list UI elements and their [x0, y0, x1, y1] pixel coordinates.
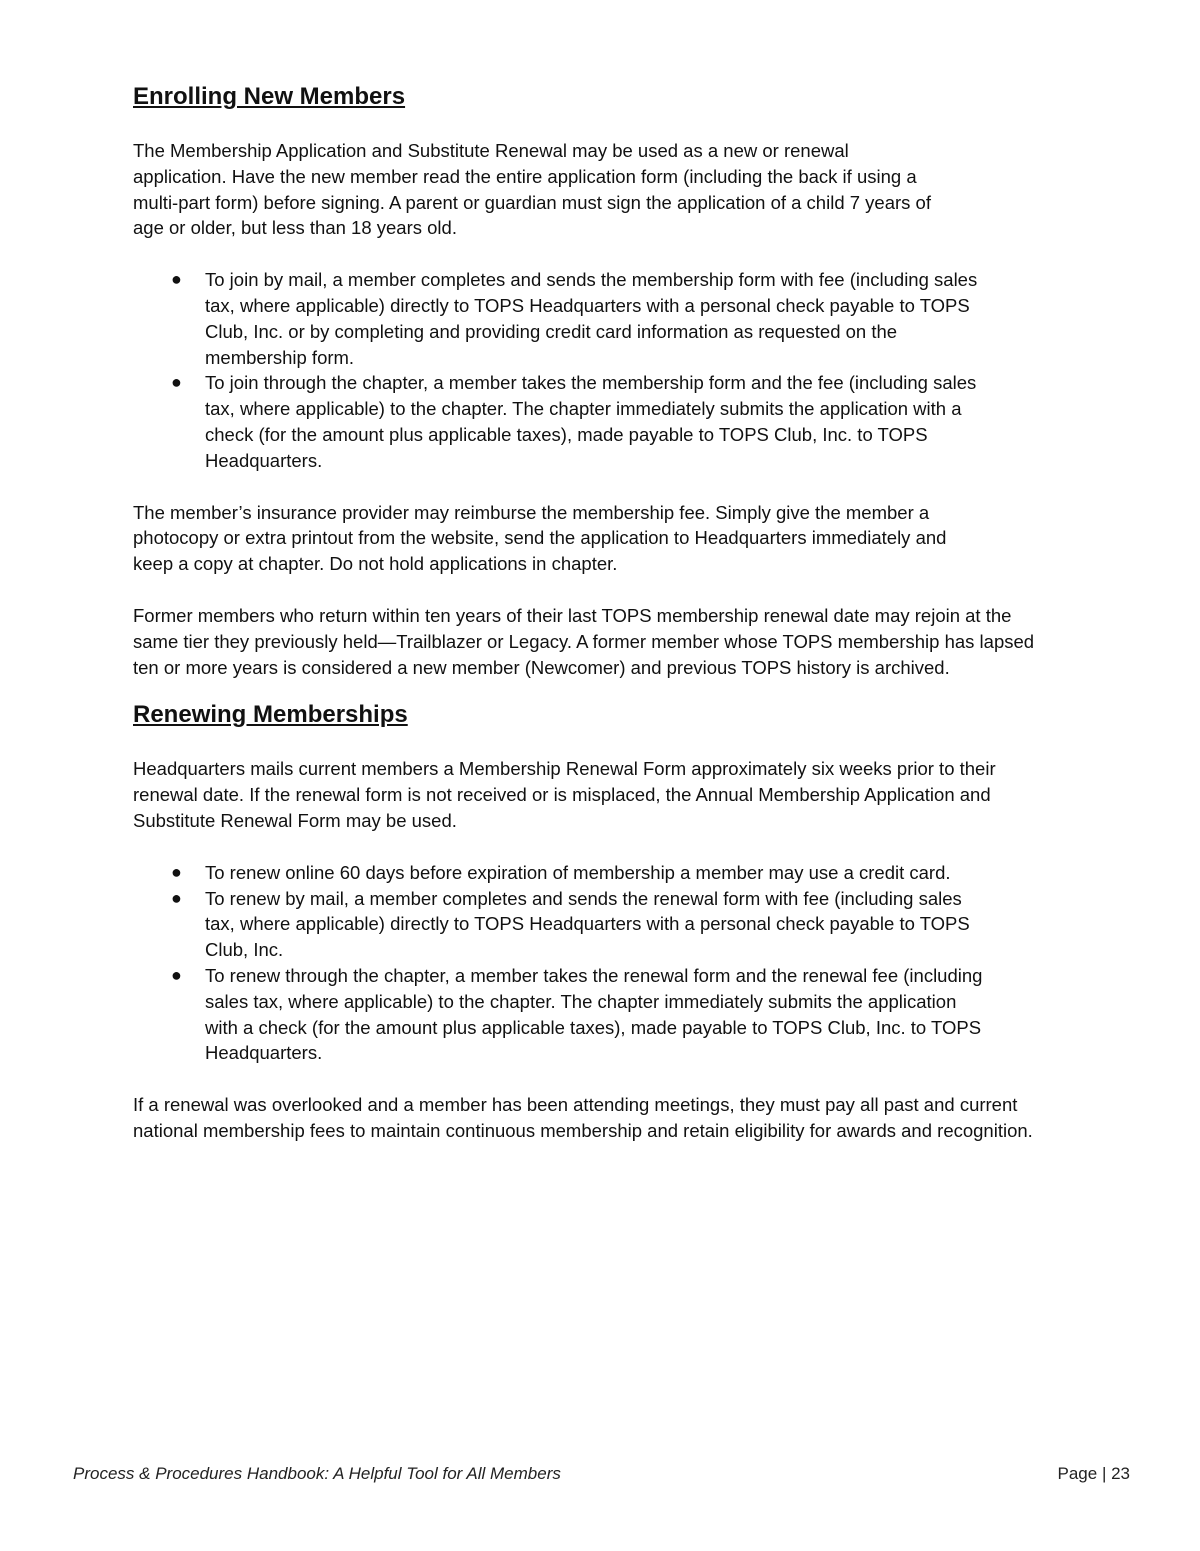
bullet-icon: ●: [171, 269, 182, 290]
bullet-icon: ●: [171, 372, 182, 393]
paragraph-overlooked-renewal: If a renewal was overlooked and a member has been attending meetings, they must pay all past and current national membership fees to maintain continuous membership and retain eligibility for awards and recognition.: [133, 1094, 1033, 1141]
page-footer: [73, 1462, 1130, 1488]
bullet-icon: ●: [171, 887, 182, 908]
bullet-icon: ●: [171, 861, 182, 882]
list-item-text: To renew through the chapter, a member takes the renewal form and the renewal fee (including sales tax, where applicable) to the chapter. The chapter immediately submits the application with a check (for the amount plus applicable taxes), made payable to TOPS Club, Inc. to TOPS Headquarters.: [205, 964, 983, 1064]
list-item-text: To join through the chapter, a member takes the membership form and the fee (including sales tax, where applicable) to the chapter. The chapter immediately submits the application with a check (for the amount plus applicable taxes), made payable to TOPS Club, Inc. to TOPS Headquarters.: [205, 372, 977, 471]
list-item: [133, 860, 993, 886]
heading-enrolling-new-members: Enrolling New Members: [133, 83, 406, 110]
list-item-text: To join by mail, a member completes and sends the membership form with fee (including sales tax, where applicable) directly to TOPS Headquarters with a personal check payable to TOPS Club, Inc. or by completing and providing credit card information as requested on the membership form.: [205, 269, 978, 368]
list-item-text: To renew online 60 days before expiration of membership a member may use a credit card.: [205, 861, 951, 883]
bullet-icon: ●: [171, 964, 182, 985]
page-content: [133, 82, 1063, 1144]
paragraph-renewing-intro: Headquarters mails current members a Membership Renewal Form approximately six weeks prior to their renewal date. If the renewal form is not received or is misplaced, the Annual Membership Application and Substitute Renewal Form may be used.: [133, 758, 996, 831]
paragraph-enrolling-intro: The Membership Application and Substitute Renewal may be used as a new or renewal application. Have the new member read the entire application form (including the back if using a multi-part form) before signing. A parent or guardian must sign the application of a child 7 years of age or older, but less than 18 years old.: [133, 140, 931, 239]
list-item: [133, 886, 993, 963]
heading-renewing-memberships: Renewing Memberships: [133, 701, 408, 729]
list-item: [133, 963, 993, 1066]
footer-title: Process & Procedures Handbook: A Helpful Tool for All Members: [73, 1464, 561, 1483]
renewing-bullet-list: [133, 860, 993, 1066]
enrolling-bullet-list: [133, 267, 993, 473]
list-item: [133, 267, 993, 370]
paragraph-insurance: The member’s insurance provider may reimburse the membership fee. Simply give the member a photocopy or extra printout from the website, send the application to Headquarters immediately and keep a copy at chapter. Do not hold applications in chapter.: [133, 501, 947, 575]
paragraph-former-members: Former members who return within ten years of their last TOPS membership renewal date may rejoin at the same tier they previously held—Trailblazer or Legacy. A former member whose TOPS membership has lapsed ten or more years is considered a new member (Newcomer) and previous TOPS history is archived.: [133, 604, 1035, 678]
list-item-text: To renew by mail, a member completes and sends the renewal form with fee (including sales tax, where applicable) directly to TOPS Headquarters with a personal check payable to TOPS Club, Inc.: [205, 887, 970, 961]
list-item: [133, 370, 993, 473]
page-number: Page | 23: [1057, 1464, 1130, 1483]
